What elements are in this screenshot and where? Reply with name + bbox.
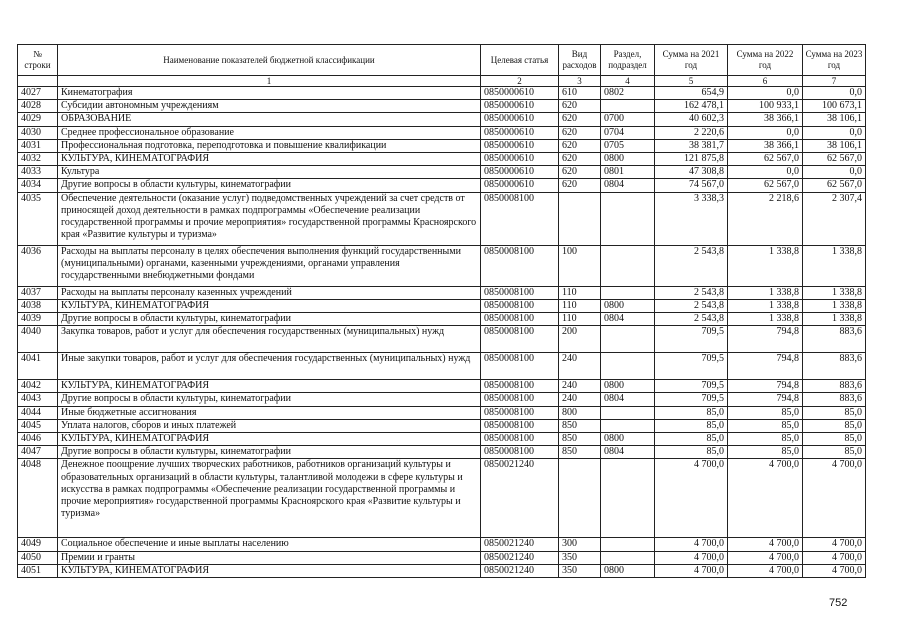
sum-2021-cell: 709,5 (655, 326, 728, 353)
row-number-cell: 4038 (18, 299, 58, 312)
budget-table (17, 44, 866, 578)
sum-2021-cell: 4 700,0 (655, 551, 728, 564)
sum-2023-cell: 85,0 (803, 433, 866, 446)
sum-2022-cell: 1 338,8 (728, 245, 803, 286)
expense-type-cell: 200 (559, 326, 601, 353)
table-row (18, 179, 866, 192)
sum-2021-cell: 709,5 (655, 380, 728, 393)
row-number-cell: 4042 (18, 380, 58, 393)
target-article-cell: 0850008100 (481, 299, 559, 312)
expense-type-cell: 110 (559, 299, 601, 312)
sum-2021-cell: 2 543,8 (655, 313, 728, 326)
target-article-cell: 0850021240 (481, 459, 559, 538)
table-row (18, 446, 866, 459)
sum-2022-cell: 794,8 (728, 393, 803, 406)
target-article-cell: 0850008100 (481, 326, 559, 353)
indicator-name-cell: КУЛЬТУРА, КИНЕМАТОГРАФИЯ (58, 433, 481, 446)
target-article-cell: 0850021240 (481, 564, 559, 577)
table-row (18, 380, 866, 393)
column-number: 3 (559, 76, 601, 87)
sum-2021-cell: 121 875,8 (655, 153, 728, 166)
row-number-cell: 4032 (18, 153, 58, 166)
sum-2023-cell: 85,0 (803, 406, 866, 419)
target-article-cell: 0850021240 (481, 538, 559, 551)
sum-2021-cell: 74 567,0 (655, 179, 728, 192)
sum-2021-cell: 709,5 (655, 353, 728, 380)
sum-2022-cell: 100 933,1 (728, 100, 803, 113)
sum-2021-cell: 2 543,8 (655, 286, 728, 299)
sum-2021-cell: 38 381,7 (655, 139, 728, 152)
section-cell (601, 100, 655, 113)
indicator-name-cell: Среднее профессиональное образование (58, 126, 481, 139)
indicator-name-cell: Закупка товаров, работ и услуг для обеспечения государственных (муниципальных) нужд (58, 326, 481, 353)
target-article-cell: 0850000610 (481, 153, 559, 166)
sum-2023-cell: 4 700,0 (803, 551, 866, 564)
expense-type-cell: 240 (559, 380, 601, 393)
sum-2021-cell: 162 478,1 (655, 100, 728, 113)
expense-type-cell: 100 (559, 245, 601, 286)
section-cell: 0800 (601, 299, 655, 312)
section-cell: 0700 (601, 113, 655, 126)
section-cell: 0800 (601, 380, 655, 393)
section-cell: 0801 (601, 166, 655, 179)
row-number-cell: 4033 (18, 166, 58, 179)
expense-type-cell (559, 459, 601, 538)
sum-2021-cell: 2 220,6 (655, 126, 728, 139)
target-article-cell: 0850000610 (481, 87, 559, 100)
sum-2021-cell: 40 602,3 (655, 113, 728, 126)
target-article-cell: 0850000610 (481, 166, 559, 179)
sum-2022-cell: 4 700,0 (728, 459, 803, 538)
target-article-cell: 0850000610 (481, 113, 559, 126)
section-cell (601, 192, 655, 245)
sum-2021-cell: 4 700,0 (655, 459, 728, 538)
column-number: 7 (803, 76, 866, 87)
section-cell: 0802 (601, 87, 655, 100)
table-row (18, 393, 866, 406)
header-target: Целевая статья (481, 45, 559, 76)
target-article-cell: 0850021240 (481, 551, 559, 564)
section-cell (601, 459, 655, 538)
section-cell (601, 286, 655, 299)
section-cell: 0804 (601, 313, 655, 326)
sum-2023-cell: 1 338,8 (803, 245, 866, 286)
column-number: 2 (481, 76, 559, 87)
row-number-cell: 4047 (18, 446, 58, 459)
sum-2021-cell: 85,0 (655, 419, 728, 432)
target-article-cell: 0850008100 (481, 419, 559, 432)
sum-2022-cell: 85,0 (728, 446, 803, 459)
expense-type-cell: 350 (559, 551, 601, 564)
sum-2022-cell: 1 338,8 (728, 299, 803, 312)
row-number-cell: 4046 (18, 433, 58, 446)
section-cell: 0804 (601, 393, 655, 406)
sum-2023-cell: 62 567,0 (803, 153, 866, 166)
sum-2021-cell: 4 700,0 (655, 564, 728, 577)
expense-type-cell: 610 (559, 87, 601, 100)
sum-2023-cell: 62 567,0 (803, 179, 866, 192)
table-row (18, 564, 866, 577)
sum-2023-cell: 1 338,8 (803, 313, 866, 326)
column-number (18, 76, 58, 87)
indicator-name-cell: Уплата налогов, сборов и иных платежей (58, 419, 481, 432)
column-number-row (18, 76, 866, 87)
indicator-name-cell: Другие вопросы в области культуры, кинематографии (58, 179, 481, 192)
row-number-cell: 4031 (18, 139, 58, 152)
table-row (18, 433, 866, 446)
table-row (18, 166, 866, 179)
sum-2022-cell: 794,8 (728, 326, 803, 353)
target-article-cell: 0850008100 (481, 406, 559, 419)
sum-2021-cell: 4 700,0 (655, 538, 728, 551)
target-article-cell: 0850000610 (481, 179, 559, 192)
indicator-name-cell: Социальное обеспечение и иные выплаты населению (58, 538, 481, 551)
section-cell: 0704 (601, 126, 655, 139)
column-number: 5 (655, 76, 728, 87)
column-number: 6 (728, 76, 803, 87)
expense-type-cell: 620 (559, 166, 601, 179)
expense-type-cell: 620 (559, 126, 601, 139)
row-number-cell: 4051 (18, 564, 58, 577)
sum-2023-cell: 0,0 (803, 87, 866, 100)
table-row (18, 419, 866, 432)
target-article-cell: 0850008100 (481, 192, 559, 245)
indicator-name-cell: ОБРАЗОВАНИЕ (58, 113, 481, 126)
sum-2021-cell: 2 543,8 (655, 245, 728, 286)
header-row (18, 45, 866, 76)
target-article-cell: 0850008100 (481, 353, 559, 380)
table-row (18, 113, 866, 126)
row-number-cell: 4037 (18, 286, 58, 299)
header-section: Раздел, подраздел (601, 45, 655, 76)
indicator-name-cell: Другие вопросы в области культуры, кинематографии (58, 393, 481, 406)
sum-2022-cell: 2 218,6 (728, 192, 803, 245)
indicator-name-cell: Иные бюджетные ассигнования (58, 406, 481, 419)
sum-2021-cell: 47 308,8 (655, 166, 728, 179)
target-article-cell: 0850008100 (481, 380, 559, 393)
sum-2023-cell: 85,0 (803, 446, 866, 459)
indicator-name-cell: КУЛЬТУРА, КИНЕМАТОГРАФИЯ (58, 380, 481, 393)
indicator-name-cell: Субсидии автономным учреждениям (58, 100, 481, 113)
target-article-cell: 0850008100 (481, 446, 559, 459)
row-number-cell: 4035 (18, 192, 58, 245)
sum-2022-cell: 4 700,0 (728, 538, 803, 551)
row-number-cell: 4036 (18, 245, 58, 286)
row-number-cell: 4034 (18, 179, 58, 192)
sum-2022-cell: 38 366,1 (728, 113, 803, 126)
expense-type-cell: 800 (559, 406, 601, 419)
header-name: Наименование показателей бюджетной классификации (58, 45, 481, 76)
expense-type-cell: 300 (559, 538, 601, 551)
table-row (18, 100, 866, 113)
indicator-name-cell: Культура (58, 166, 481, 179)
expense-type-cell: 620 (559, 139, 601, 152)
sum-2021-cell: 3 338,3 (655, 192, 728, 245)
section-cell: 0800 (601, 153, 655, 166)
row-number-cell: 4050 (18, 551, 58, 564)
sum-2022-cell: 794,8 (728, 380, 803, 393)
target-article-cell: 0850000610 (481, 126, 559, 139)
table-row (18, 153, 866, 166)
table-row (18, 286, 866, 299)
row-number-cell: 4029 (18, 113, 58, 126)
sum-2023-cell: 883,6 (803, 353, 866, 380)
sum-2022-cell: 794,8 (728, 353, 803, 380)
sum-2022-cell: 38 366,1 (728, 139, 803, 152)
indicator-name-cell: Денежное поощрение лучших творческих работников, работников организаций культуры и образовательных организаций в области культуры, талантливой молодежи в сфере культуры и искусства в рамках подпрограммы «Обеспечение реализации государственной программы и прочие мероприятия» государственной программы Красноярского края «Развитие культуры и туризма» (58, 459, 481, 538)
indicator-name-cell: Другие вопросы в области культуры, кинематографии (58, 313, 481, 326)
row-number-cell: 4045 (18, 419, 58, 432)
sum-2021-cell: 709,5 (655, 393, 728, 406)
indicator-name-cell: Профессиональная подготовка, переподготовка и повышение квалификации (58, 139, 481, 152)
row-number-cell: 4049 (18, 538, 58, 551)
indicator-name-cell: Расходы на выплаты персоналу в целях обеспечения выполнения функций государственными (муниципальными) органами, казенными учреждениями, органами управления государственными внебюджетными фондами (58, 245, 481, 286)
sum-2023-cell: 883,6 (803, 380, 866, 393)
section-cell: 0800 (601, 564, 655, 577)
row-number-cell: 4044 (18, 406, 58, 419)
table-row (18, 87, 866, 100)
indicator-name-cell: КУЛЬТУРА, КИНЕМАТОГРАФИЯ (58, 153, 481, 166)
expense-type-cell: 850 (559, 433, 601, 446)
sum-2021-cell: 654,9 (655, 87, 728, 100)
expense-type-cell: 350 (559, 564, 601, 577)
indicator-name-cell: Расходы на выплаты персоналу казенных учреждений (58, 286, 481, 299)
expense-type-cell: 240 (559, 353, 601, 380)
section-cell (601, 551, 655, 564)
header-expense-type: Вид расходов (559, 45, 601, 76)
row-number-cell: 4030 (18, 126, 58, 139)
target-article-cell: 0850008100 (481, 393, 559, 406)
target-article-cell: 0850008100 (481, 433, 559, 446)
sum-2022-cell: 4 700,0 (728, 564, 803, 577)
sum-2023-cell: 0,0 (803, 166, 866, 179)
column-number: 4 (601, 76, 655, 87)
table-row (18, 192, 866, 245)
indicator-name-cell: Премии и гранты (58, 551, 481, 564)
sum-2023-cell: 0,0 (803, 126, 866, 139)
target-article-cell: 0850008100 (481, 286, 559, 299)
expense-type-cell: 240 (559, 393, 601, 406)
row-number-cell: 4039 (18, 313, 58, 326)
section-cell: 0705 (601, 139, 655, 152)
sum-2023-cell: 883,6 (803, 393, 866, 406)
indicator-name-cell: Кинематография (58, 87, 481, 100)
expense-type-cell: 850 (559, 419, 601, 432)
sum-2023-cell: 2 307,4 (803, 192, 866, 245)
target-article-cell: 0850000610 (481, 100, 559, 113)
section-cell: 0804 (601, 179, 655, 192)
section-cell (601, 245, 655, 286)
table-row (18, 406, 866, 419)
table-row (18, 299, 866, 312)
indicator-name-cell: Иные закупки товаров, работ и услуг для обеспечения государственных (муниципальных) нужд (58, 353, 481, 380)
expense-type-cell: 620 (559, 113, 601, 126)
target-article-cell: 0850008100 (481, 245, 559, 286)
sum-2022-cell: 62 567,0 (728, 153, 803, 166)
section-cell: 0804 (601, 446, 655, 459)
sum-2022-cell: 1 338,8 (728, 313, 803, 326)
page-number: 752 (829, 597, 848, 609)
sum-2023-cell: 4 700,0 (803, 564, 866, 577)
expense-type-cell: 110 (559, 286, 601, 299)
sum-2022-cell: 0,0 (728, 126, 803, 139)
sum-2022-cell: 62 567,0 (728, 179, 803, 192)
sum-2023-cell: 4 700,0 (803, 538, 866, 551)
row-number-cell: 4043 (18, 393, 58, 406)
row-number-cell: 4028 (18, 100, 58, 113)
expense-type-cell: 620 (559, 100, 601, 113)
table-body (18, 87, 866, 578)
sum-2023-cell: 85,0 (803, 419, 866, 432)
sum-2023-cell: 883,6 (803, 326, 866, 353)
sum-2022-cell: 0,0 (728, 166, 803, 179)
row-number-cell: 4040 (18, 326, 58, 353)
row-number-cell: 4027 (18, 87, 58, 100)
expense-type-cell: 620 (559, 179, 601, 192)
target-article-cell: 0850008100 (481, 313, 559, 326)
sum-2022-cell: 85,0 (728, 433, 803, 446)
expense-type-cell: 110 (559, 313, 601, 326)
section-cell (601, 326, 655, 353)
sum-2021-cell: 85,0 (655, 406, 728, 419)
sum-2023-cell: 38 106,1 (803, 113, 866, 126)
section-cell (601, 419, 655, 432)
row-number-cell: 4048 (18, 459, 58, 538)
section-cell: 0800 (601, 433, 655, 446)
header-row-no: № строки (18, 45, 58, 76)
header-sum-2023: Сумма на 2023 год (803, 45, 866, 76)
indicator-name-cell: КУЛЬТУРА, КИНЕМАТОГРАФИЯ (58, 564, 481, 577)
section-cell (601, 353, 655, 380)
table-row (18, 313, 866, 326)
sum-2021-cell: 85,0 (655, 446, 728, 459)
indicator-name-cell: КУЛЬТУРА, КИНЕМАТОГРАФИЯ (58, 299, 481, 312)
table-row (18, 551, 866, 564)
sum-2022-cell: 0,0 (728, 87, 803, 100)
section-cell (601, 406, 655, 419)
sum-2023-cell: 4 700,0 (803, 459, 866, 538)
sum-2023-cell: 100 673,1 (803, 100, 866, 113)
table-row (18, 326, 866, 353)
sum-2021-cell: 85,0 (655, 433, 728, 446)
sum-2022-cell: 85,0 (728, 419, 803, 432)
sum-2023-cell: 1 338,8 (803, 299, 866, 312)
sum-2021-cell: 2 543,8 (655, 299, 728, 312)
indicator-name-cell: Обеспечение деятельности (оказание услуг) подведомственных учреждений за счет средств от приносящей доход деятельности в рамках подпрограммы «Обеспечение реализации государственной программы и прочие мероприятия» государственной программы Красноярского края «Развитие культуры и туризма» (58, 192, 481, 245)
sum-2022-cell: 4 700,0 (728, 551, 803, 564)
target-article-cell: 0850000610 (481, 139, 559, 152)
sum-2022-cell: 1 338,8 (728, 286, 803, 299)
sum-2023-cell: 38 106,1 (803, 139, 866, 152)
row-number-cell: 4041 (18, 353, 58, 380)
table-row (18, 139, 866, 152)
header-sum-2021: Сумма на 2021 год (655, 45, 728, 76)
table-row (18, 459, 866, 538)
expense-type-cell: 850 (559, 446, 601, 459)
sum-2022-cell: 85,0 (728, 406, 803, 419)
table-row (18, 538, 866, 551)
header-sum-2022: Сумма на 2022 год (728, 45, 803, 76)
section-cell (601, 538, 655, 551)
sum-2023-cell: 1 338,8 (803, 286, 866, 299)
column-number: 1 (58, 76, 481, 87)
indicator-name-cell: Другие вопросы в области культуры, кинематографии (58, 446, 481, 459)
table-row (18, 126, 866, 139)
table-row (18, 245, 866, 286)
expense-type-cell: 620 (559, 153, 601, 166)
expense-type-cell (559, 192, 601, 245)
table-row (18, 353, 866, 380)
